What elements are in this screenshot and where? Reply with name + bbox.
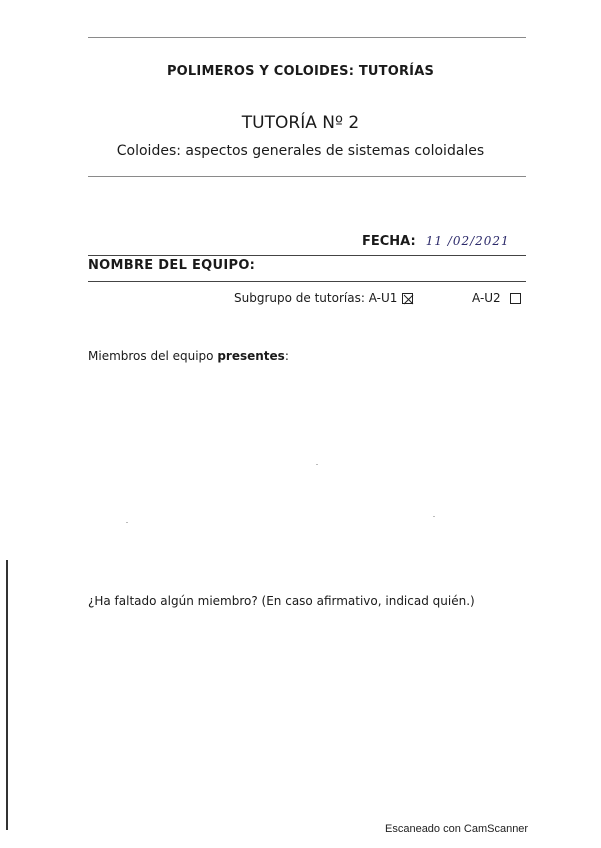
course-title: POLIMEROS Y COLOIDES: TUTORÍAS: [166, 64, 435, 79]
miembros-prefix: Miembros del equipo: [88, 349, 218, 363]
equipo-top-rule: [88, 255, 526, 256]
fecha-row: [362, 230, 510, 249]
option-a-u1-label: A-U1: [368, 291, 398, 305]
option-a-u1-checkbox-checked[interactable]: [402, 293, 413, 304]
tutoria-title: TUTORÍA Nº 2: [241, 113, 360, 133]
option-a-u2-label: A-U2: [472, 291, 501, 305]
equipo-bottom-rule: [88, 281, 526, 282]
cross-mark-icon: [403, 294, 414, 305]
miembros-emphasis: presentes: [217, 349, 285, 363]
miembros-suffix: :: [284, 349, 289, 363]
scan-speck: [433, 516, 435, 517]
fecha-label: FECHA:: [362, 234, 416, 249]
option-a-u2[interactable]: [472, 291, 521, 305]
scanner-watermark: Escaneado con CamScanner: [385, 823, 529, 835]
option-a-u1[interactable]: [369, 291, 414, 305]
miembro-faltado-question: ¿Ha faltado algún miembro? (En caso afirmativo, indicad quién.): [88, 594, 475, 608]
tutoria-subtitle: Coloides: aspectos generales de sistemas coloidales: [116, 143, 485, 159]
miembros-presentes-label: [88, 349, 289, 363]
scan-speck: [316, 464, 318, 465]
header-bottom-rule: [88, 176, 526, 177]
nombre-equipo-label: NOMBRE DEL EQUIPO:: [88, 258, 256, 273]
scan-speck: [126, 522, 128, 523]
option-a-u2-checkbox[interactable]: [510, 293, 521, 304]
top-rule: [88, 37, 526, 38]
fecha-value-handwritten: 11 /02/2021: [425, 234, 510, 248]
subgrupo-label: Subgrupo de tutorías:: [234, 291, 365, 305]
scan-edge-line: [6, 560, 8, 830]
subgrupo-row: [234, 291, 413, 305]
